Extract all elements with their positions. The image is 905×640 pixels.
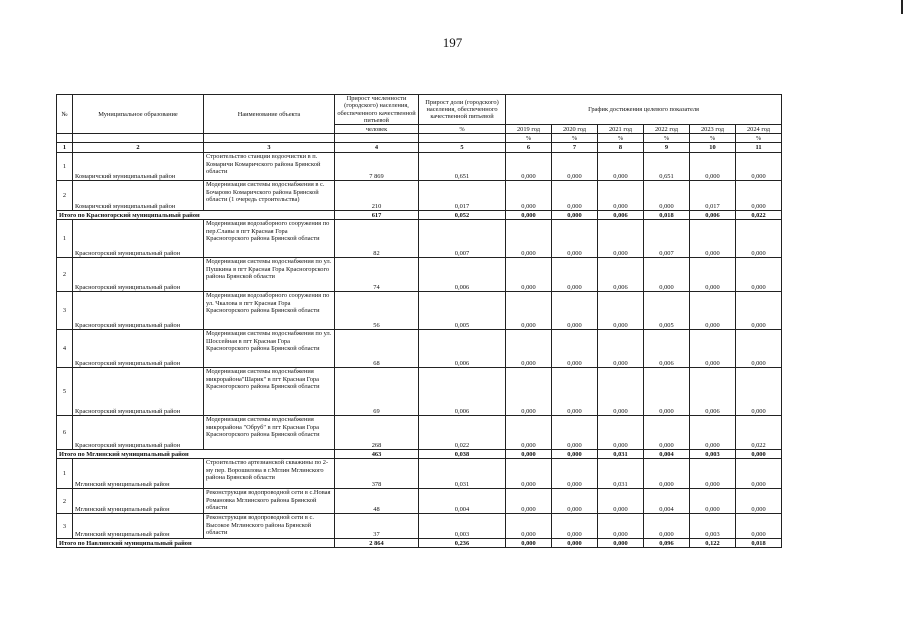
year-value-cell: 0,000 xyxy=(552,181,598,211)
year-value-cell: 0,000 xyxy=(644,181,690,211)
year-value-cell: 0,000 xyxy=(690,459,736,489)
total-label: Итого по Красногорский муниципальный район xyxy=(57,211,335,220)
year-value-cell: 0,000 xyxy=(690,489,736,514)
table-row xyxy=(57,258,782,292)
row-number: 3 xyxy=(57,292,73,330)
year-value-cell: 0,000 xyxy=(644,459,690,489)
year-value-cell: 0,000 xyxy=(736,258,782,292)
object-name-cell: Строительство станции водоочистки в п. Комаричи Комаричского района Брянской области xyxy=(204,153,335,181)
header-year-unit: % xyxy=(736,134,782,143)
total-row xyxy=(57,539,782,548)
municipality-cell: Комаричский муниципальный район xyxy=(73,181,204,211)
share-cell: 0,022 xyxy=(419,416,506,450)
object-name-cell: Модернизация системы водоснабжения микрорайона "Обруб" в пгт Красная Гора Красногорского района Брянской области xyxy=(204,416,335,450)
year-value-cell: 0,000 xyxy=(598,220,644,258)
year-value-cell: 0,000 xyxy=(598,153,644,181)
object-name-cell: Модернизация системы водоснабжения по ул. Шоссейная в пгт Красная Гора Красногорского района Брянской области xyxy=(204,330,335,368)
municipality-cell: Красногорский муниципальный район xyxy=(73,330,204,368)
year-value-cell: 0,000 xyxy=(552,153,598,181)
object-name-cell: Модернизация системы водоснабжения микрорайона"Шарик" в пгт Красная Гора Красногорского района Брянской области xyxy=(204,368,335,416)
header-year: 2020 год xyxy=(552,125,598,134)
year-value-cell: 0,000 xyxy=(598,330,644,368)
share-cell: 0,017 xyxy=(419,181,506,211)
header-year: 2022 год xyxy=(644,125,690,134)
year-value-cell: 0,000 xyxy=(506,220,552,258)
year-value-cell: 0,031 xyxy=(598,459,644,489)
year-value-cell: 0,022 xyxy=(736,416,782,450)
year-value-cell: 0,003 xyxy=(690,514,736,539)
table-row xyxy=(57,153,782,181)
column-number: 6 xyxy=(506,143,552,153)
year-value-cell: 0,000 xyxy=(690,153,736,181)
header-object: Наименование объекта xyxy=(204,95,335,134)
row-number: 5 xyxy=(57,368,73,416)
total-year-value: 0,000 xyxy=(736,450,782,459)
year-value-cell: 0,006 xyxy=(644,330,690,368)
total-share: 0,052 xyxy=(419,211,506,220)
year-value-cell: 0,000 xyxy=(506,258,552,292)
municipality-cell: Красногорский муниципальный район xyxy=(73,368,204,416)
population-cell: 378 xyxy=(335,459,419,489)
year-value-cell: 0,000 xyxy=(598,368,644,416)
total-year-value: 0,006 xyxy=(598,211,644,220)
header-year-unit: % xyxy=(552,134,598,143)
row-number: 2 xyxy=(57,258,73,292)
row-number: 3 xyxy=(57,514,73,539)
year-value-cell: 0,000 xyxy=(690,416,736,450)
year-value-cell: 0,000 xyxy=(506,153,552,181)
total-year-value: 0,000 xyxy=(598,539,644,548)
year-value-cell: 0,000 xyxy=(736,489,782,514)
municipality-cell: Красногорский муниципальный район xyxy=(73,220,204,258)
year-value-cell: 0,000 xyxy=(690,330,736,368)
header-year: 2021 год xyxy=(598,125,644,134)
year-value-cell: 0,000 xyxy=(552,514,598,539)
object-name-cell: Модернизация водозаборного сооружения по пер.Славы в пгт Красная Гора Красногорского района Брянской области xyxy=(204,220,335,258)
table-row xyxy=(57,292,782,330)
column-number: 9 xyxy=(644,143,690,153)
population-cell: 37 xyxy=(335,514,419,539)
total-population: 617 xyxy=(335,211,419,220)
object-name-cell: Реконструкция водопроводной сети в с. Высокое Мглинского района Брянской области xyxy=(204,514,335,539)
total-row xyxy=(57,450,782,459)
year-value-cell: 0,006 xyxy=(690,368,736,416)
column-number: 3 xyxy=(204,143,335,153)
object-name-cell: Модернизация системы водоснабжения по ул. Пушкина в пгт Красная Гора Красногорского района Брянской области xyxy=(204,258,335,292)
population-cell: 74 xyxy=(335,258,419,292)
column-number: 11 xyxy=(736,143,782,153)
population-cell: 210 xyxy=(335,181,419,211)
header-pop-unit: человек xyxy=(335,125,419,134)
municipality-cell: Красногорский муниципальный район xyxy=(73,292,204,330)
row-number: 1 xyxy=(57,459,73,489)
year-value-cell: 0,000 xyxy=(552,489,598,514)
year-value-cell: 0,000 xyxy=(690,292,736,330)
year-value-cell: 0,000 xyxy=(506,368,552,416)
total-year-value: 0,018 xyxy=(644,211,690,220)
header-year-unit: % xyxy=(598,134,644,143)
year-value-cell: 0,004 xyxy=(644,489,690,514)
object-name-cell: Строительство артезианской скважины по 2-му пер. Ворошилова в г.Мглин Мглинского района Брянской области xyxy=(204,459,335,489)
population-cell: 82 xyxy=(335,220,419,258)
year-value-cell: 0,000 xyxy=(736,514,782,539)
share-cell: 0,007 xyxy=(419,220,506,258)
year-value-cell: 0,000 xyxy=(598,514,644,539)
total-year-value: 0,000 xyxy=(552,539,598,548)
total-year-value: 0,022 xyxy=(736,211,782,220)
municipality-cell: Мглинский муниципальный район xyxy=(73,489,204,514)
year-value-cell: 0,000 xyxy=(644,514,690,539)
total-year-value: 0,003 xyxy=(690,450,736,459)
share-cell: 0,003 xyxy=(419,514,506,539)
year-value-cell: 0,000 xyxy=(736,181,782,211)
year-value-cell: 0,000 xyxy=(736,292,782,330)
year-value-cell: 0,000 xyxy=(598,292,644,330)
object-name-cell: Модернизация водозаборного сооружения по ул. Чкалова в пгт Красная Гора Красногорского района Брянской области xyxy=(204,292,335,330)
municipality-cell: Комаричский муниципальный район xyxy=(73,153,204,181)
year-value-cell: 0,000 xyxy=(552,292,598,330)
row-number: 2 xyxy=(57,489,73,514)
year-value-cell: 0,000 xyxy=(552,258,598,292)
year-value-cell: 0,000 xyxy=(736,330,782,368)
year-value-cell: 0,000 xyxy=(690,258,736,292)
share-cell: 0,006 xyxy=(419,368,506,416)
share-cell: 0,006 xyxy=(419,258,506,292)
year-value-cell: 0,000 xyxy=(736,153,782,181)
year-value-cell: 0,007 xyxy=(644,220,690,258)
object-name-cell: Реконструкция водопроводной сети в с.Новая Романовка Мглинского района Брянской области xyxy=(204,489,335,514)
total-year-value: 0,000 xyxy=(552,450,598,459)
municipality-cell: Красногорский муниципальный район xyxy=(73,416,204,450)
year-value-cell: 0,000 xyxy=(506,459,552,489)
year-value-cell: 0,000 xyxy=(506,330,552,368)
total-share: 0,236 xyxy=(419,539,506,548)
header-year-unit: % xyxy=(644,134,690,143)
population-cell: 48 xyxy=(335,489,419,514)
share-cell: 0,651 xyxy=(419,153,506,181)
year-value-cell: 0,000 xyxy=(644,258,690,292)
header-share-unit: % xyxy=(419,125,506,134)
total-year-value: 0,000 xyxy=(506,539,552,548)
header-no: № xyxy=(57,95,73,134)
population-cell: 268 xyxy=(335,416,419,450)
year-value-cell: 0,000 xyxy=(552,220,598,258)
row-number: 6 xyxy=(57,416,73,450)
share-cell: 0,006 xyxy=(419,330,506,368)
edge-mark xyxy=(901,0,903,14)
column-number: 4 xyxy=(335,143,419,153)
year-value-cell: 0,000 xyxy=(552,416,598,450)
year-value-cell: 0,000 xyxy=(598,416,644,450)
total-year-value: 0,018 xyxy=(736,539,782,548)
header-share: Прирост доли (городского) населения, обеспеченного качественной питьевой xyxy=(419,95,506,125)
year-value-cell: 0,000 xyxy=(736,459,782,489)
total-year-value: 0,000 xyxy=(552,211,598,220)
header-year: 2024 год xyxy=(736,125,782,134)
row-number: 2 xyxy=(57,181,73,211)
column-number: 10 xyxy=(690,143,736,153)
year-value-cell: 0,000 xyxy=(552,459,598,489)
header-population: Прирост численности (городского) населения, обеспеченного качественной питьевой xyxy=(335,95,419,125)
total-year-value: 0,004 xyxy=(644,450,690,459)
column-number: 1 xyxy=(57,143,73,153)
total-year-value: 0,031 xyxy=(598,450,644,459)
total-population: 2 864 xyxy=(335,539,419,548)
year-value-cell: 0,000 xyxy=(598,489,644,514)
year-value-cell: 0,017 xyxy=(690,181,736,211)
table-row xyxy=(57,489,782,514)
total-population: 463 xyxy=(335,450,419,459)
year-value-cell: 0,000 xyxy=(552,368,598,416)
year-value-cell: 0,651 xyxy=(644,153,690,181)
year-value-cell: 0,000 xyxy=(506,416,552,450)
total-year-value: 0,122 xyxy=(690,539,736,548)
year-value-cell: 0,000 xyxy=(506,181,552,211)
table-row xyxy=(57,514,782,539)
header-municipality: Муниципальное образование xyxy=(73,95,204,134)
table-row xyxy=(57,416,782,450)
year-value-cell: 0,000 xyxy=(506,514,552,539)
table-row xyxy=(57,368,782,416)
row-number: 4 xyxy=(57,330,73,368)
total-year-value: 0,000 xyxy=(506,450,552,459)
total-label: Итого по Навлинский муниципальный район xyxy=(57,539,335,548)
year-value-cell: 0,000 xyxy=(644,416,690,450)
table-row xyxy=(57,330,782,368)
year-value-cell: 0,000 xyxy=(644,368,690,416)
year-value-cell: 0,000 xyxy=(736,368,782,416)
header-year-unit: % xyxy=(506,134,552,143)
table-row xyxy=(57,181,782,211)
page-number: 197 xyxy=(442,35,463,50)
year-value-cell: 0,000 xyxy=(552,330,598,368)
total-year-value: 0,096 xyxy=(644,539,690,548)
column-number: 8 xyxy=(598,143,644,153)
header-year: 2019 год xyxy=(506,125,552,134)
municipality-cell: Мглинский муниципальный район xyxy=(73,514,204,539)
total-share: 0,038 xyxy=(419,450,506,459)
total-year-value: 0,006 xyxy=(690,211,736,220)
column-number: 2 xyxy=(73,143,204,153)
population-cell: 7 869 xyxy=(335,153,419,181)
municipality-cell: Мглинский муниципальный район xyxy=(73,459,204,489)
header-year: 2023 год xyxy=(690,125,736,134)
year-value-cell: 0,005 xyxy=(644,292,690,330)
table-row xyxy=(57,220,782,258)
table-row xyxy=(57,459,782,489)
year-value-cell: 0,000 xyxy=(690,220,736,258)
population-cell: 56 xyxy=(335,292,419,330)
share-cell: 0,004 xyxy=(419,489,506,514)
indicator-table xyxy=(56,94,782,548)
share-cell: 0,005 xyxy=(419,292,506,330)
column-number: 5 xyxy=(419,143,506,153)
year-value-cell: 0,000 xyxy=(736,220,782,258)
row-number: 1 xyxy=(57,220,73,258)
row-number: 1 xyxy=(57,153,73,181)
share-cell: 0,031 xyxy=(419,459,506,489)
population-cell: 69 xyxy=(335,368,419,416)
population-cell: 68 xyxy=(335,330,419,368)
header-schedule: График достижения целевого показателя xyxy=(506,95,782,125)
year-value-cell: 0,000 xyxy=(506,292,552,330)
municipality-cell: Красногорский муниципальный район xyxy=(73,258,204,292)
year-value-cell: 0,000 xyxy=(506,489,552,514)
object-name-cell: Модернизация системы водоснабжения в с. Бочарово Комаричского района Брянской области (1 очередь строительства) xyxy=(204,181,335,211)
year-value-cell: 0,006 xyxy=(598,258,644,292)
total-row xyxy=(57,211,782,220)
total-year-value: 0,000 xyxy=(506,211,552,220)
total-label: Итого по Мглинский муниципальный район xyxy=(57,450,335,459)
column-number: 7 xyxy=(552,143,598,153)
header-year-unit: % xyxy=(690,134,736,143)
year-value-cell: 0,000 xyxy=(598,181,644,211)
